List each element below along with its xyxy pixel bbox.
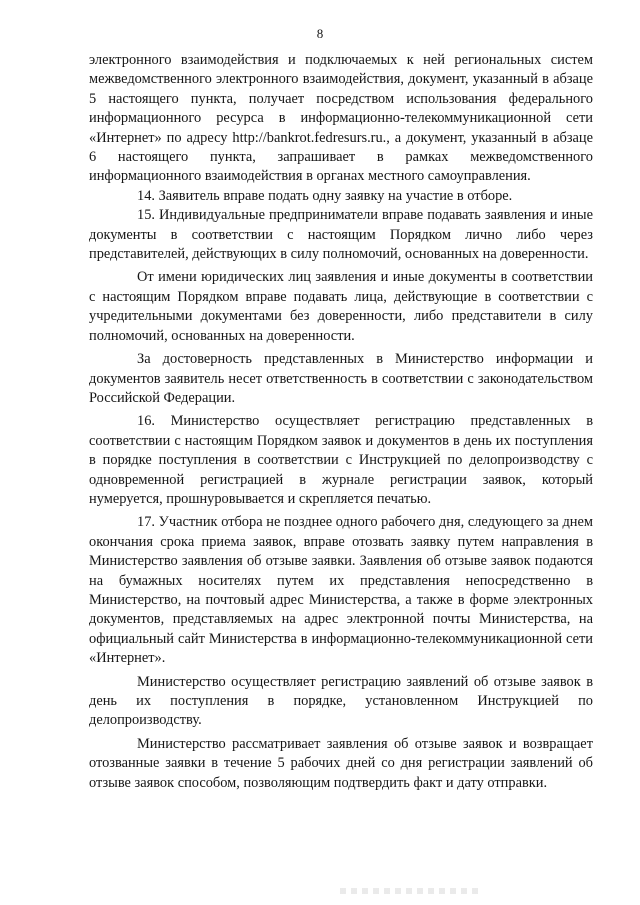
paragraph-withdrawal-review: Министерство рассматривает заявления об отзыве заявок и возвращает отозванные заявки в течение 5 рабочих дней со дня регистрации заявлений об отзыве заявок способом, позволяющим подтвердить факт и дату отправки.	[89, 735, 593, 791]
paragraph-item-16: 16. Министерство осуществляет регистрацию представленных в соответствии с настоящим Порядком заявок и документов в день их поступления в порядке поступления в соответствии с Инструкцией по делопроизводству с одновременной регистрацией в журнале регистрации заявок, который нумеруется, прошнуровывается и скрепляется печатью.	[89, 413, 593, 507]
document-body	[89, 51, 593, 793]
page-number: 8	[316, 26, 324, 41]
paragraph-legal-entities: От имени юридических лиц заявления и иные документы в соответствии с настоящим Порядком вправе подавать лица, действующие в соответствии с учредительными документами без доверенности, либо представители в силу полномочий, основанных на доверенности.	[89, 269, 593, 344]
paragraph-withdrawal-registration: Министерство осуществляет регистрацию заявлений об отзыве заявок в день их поступления в порядке, установленном Инструкцией по делопроизводству.	[89, 673, 593, 729]
paragraph-continuation: электронного взаимодействия и подключаемых к ней региональных систем межведомственного электронного взаимодействия, документ, указанный в абзаце 5 настоящего пункта, получает посредством использования федерального информационного ресурса в информационно-телекоммуникационной сети «Интернет» по адресу http://bankrot.fedresurs.ru., а документ, указанный в абзаце 6 настоящего пункта, запрашивает в рамках межведомственного информационного взаимодействия в органах местного самоуправления.	[89, 52, 593, 185]
paragraph-item-14: 14. Заявитель вправе подать одну заявку на участие в отборе.	[137, 187, 513, 204]
paragraph-item-17: 17. Участник отбора не позднее одного рабочего дня, следующего за днем окончания срока приема заявок, вправе отозвать заявку путем направления в Министерство заявления об отзыве заявки. Заявления об отзыве заявок подаются на бумажных носителях путем их представления непосредственно в Министерство, на почтовый адрес Министерства, а также в форме электронных документов, представляемых на адрес электронной почты Министерства, на официальный сайт Министерства в информационно-телекоммуникационной сети «Интернет».	[89, 514, 593, 667]
paragraph-item-15: 15. Индивидуальные предприниматели вправе подавать заявления и иные документы в соответствии с настоящим Порядком лично либо через представителей, действующих в силу полномочий, основанных на доверенности.	[89, 207, 593, 263]
paragraph-responsibility: За достоверность представленных в Министерство информации и документов заявитель несет ответственность в соответствии с законодательством Российской Федерации.	[89, 351, 593, 406]
faint-footer-stamp	[340, 888, 480, 894]
